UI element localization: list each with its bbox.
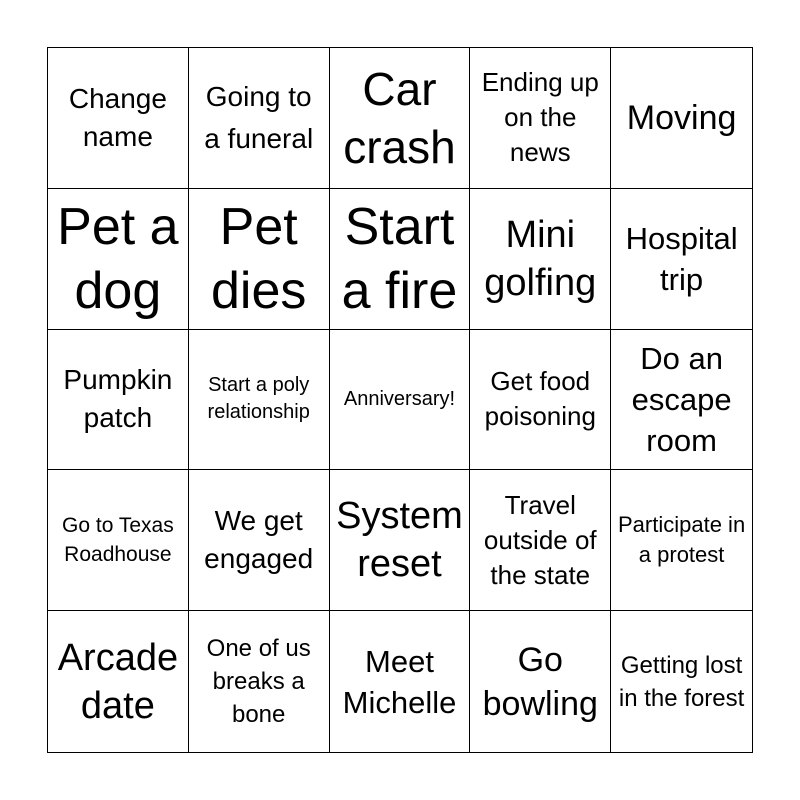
bingo-cell-label: Hospital trip [625,220,738,297]
bingo-cell-label: Start a poly relationship [207,374,310,424]
bingo-cell[interactable] [611,48,752,189]
bingo-cell-label: System reset [336,495,463,586]
bingo-cell-label: Travel outside of the state [483,489,597,590]
bingo-cell[interactable] [611,470,752,611]
bingo-cell[interactable] [330,611,471,752]
bingo-cell-label: Pet a dog [57,197,179,320]
bingo-cell-label: Anniversary! [343,387,456,410]
bingo-cell-label: Going to a funeral [204,80,314,154]
bingo-cell[interactable] [48,330,189,471]
bingo-cell[interactable] [48,611,189,752]
bingo-cell-label: Participate in a protest [618,512,746,568]
bingo-cell-label: Pet dies [210,197,307,320]
bingo-cell[interactable] [189,611,330,752]
bingo-cell-label: Moving [626,98,737,137]
bingo-cell[interactable] [48,48,189,189]
bingo-cell[interactable] [470,330,611,471]
bingo-cell-label: Change name [68,82,167,152]
bingo-cell[interactable] [470,48,611,189]
bingo-cell[interactable] [48,189,189,330]
bingo-cell-label: Pumpkin patch [63,364,173,434]
bingo-cell[interactable] [189,189,330,330]
bingo-board [47,47,753,753]
bingo-cell-label: Go to Texas Roadhouse [62,514,174,567]
bingo-cell[interactable] [470,189,611,330]
bingo-cell[interactable] [48,470,189,611]
bingo-cell-label: Go bowling [482,640,598,723]
bingo-cell[interactable] [470,470,611,611]
bingo-cell[interactable] [189,470,330,611]
bingo-cell[interactable] [189,48,330,189]
bingo-cell-label: Get food poisoning [484,366,596,432]
bingo-cell[interactable] [611,611,752,752]
bingo-cell-label: Car crash [343,62,456,173]
bingo-cell[interactable] [330,470,471,611]
bingo-cell[interactable] [611,330,752,471]
bingo-cell-label: Do an escape room [631,340,732,458]
bingo-cell-label: Getting lost in the forest [618,651,745,712]
bingo-cell[interactable] [189,330,330,471]
bingo-cell[interactable] [470,611,611,752]
bingo-cell-label: Mini golfing [484,213,597,304]
bingo-cell[interactable] [330,189,471,330]
bingo-cell[interactable] [330,330,471,471]
bingo-cell-label: We get engaged [204,505,314,575]
bingo-cell-label: Ending up on the news [481,67,599,168]
bingo-cell-label: One of us breaks a bone [206,635,311,729]
bingo-cell-label: Arcade date [57,636,179,727]
bingo-cell[interactable] [611,189,752,330]
bingo-cell-label: Meet Michelle [342,643,457,720]
bingo-cell[interactable] [330,48,471,189]
bingo-cell-label: Start a fire [341,197,458,320]
